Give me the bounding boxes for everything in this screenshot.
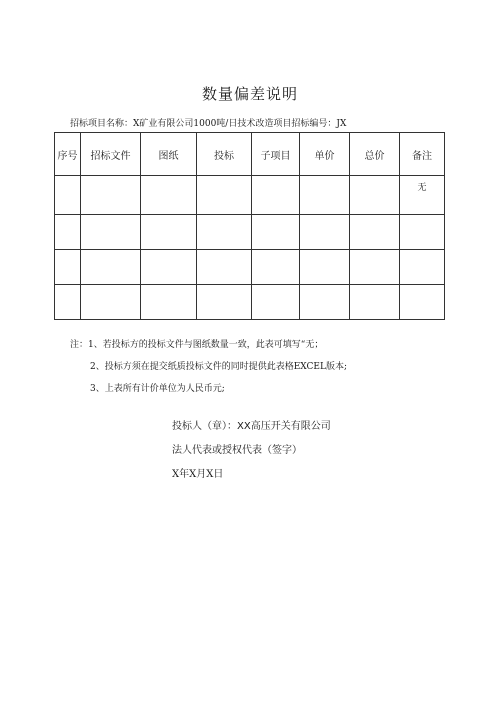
table-cell — [141, 215, 197, 250]
header-unit-price: 单价 — [300, 133, 350, 176]
table-cell — [400, 285, 445, 320]
table-cell — [300, 176, 350, 215]
date-line: X年X月X日 — [172, 469, 224, 480]
table-header-row — [55, 133, 445, 176]
table-row — [55, 215, 445, 250]
notes-section — [70, 334, 347, 400]
header-tender-doc: 招标文件 — [81, 133, 141, 176]
table-row — [55, 176, 445, 215]
bidder-label: 投标人（章）： — [172, 421, 237, 432]
bidder-line — [172, 415, 331, 439]
table-cell — [197, 285, 252, 320]
table-cell — [350, 285, 400, 320]
remark-cell: 无 — [400, 176, 445, 215]
table-cell — [55, 285, 81, 320]
table-cell — [81, 285, 141, 320]
table-cell — [197, 215, 252, 250]
table-cell — [197, 250, 252, 285]
table-cell — [81, 215, 141, 250]
header-total-price: 总价 — [350, 133, 400, 176]
table-cell — [350, 176, 400, 215]
table-cell — [300, 215, 350, 250]
deviation-table — [54, 132, 445, 320]
note-line-3: 3、上表所有计价单位为人民币元; — [90, 384, 225, 394]
table-cell — [252, 215, 300, 250]
header-sub-item: 子项目 — [252, 133, 300, 176]
table-cell — [81, 176, 141, 215]
header-remark: 备注 — [400, 133, 445, 176]
bidder-name: XX高压开关有限公司 — [237, 421, 331, 432]
table-cell — [400, 250, 445, 285]
header-drawing: 图纸 — [141, 133, 197, 176]
table-row — [55, 250, 445, 285]
table-cell — [197, 176, 252, 215]
table-cell — [55, 176, 81, 215]
header-index: 序号 — [55, 133, 81, 176]
table-cell — [141, 285, 197, 320]
document-title: 数量偏差说明 — [201, 85, 298, 103]
table-cell — [252, 176, 300, 215]
table-cell — [350, 215, 400, 250]
project-info-line: 招标项目名称：X矿业有限公司1000吨/日技术改造项目招标编号：JX — [70, 119, 347, 129]
table-cell — [300, 250, 350, 285]
note-line-2: 2、投标方须在提交纸质投标文件的同时提供此表格EXCEL版本; — [90, 362, 348, 372]
table-cell — [81, 250, 141, 285]
header-bid: 投标 — [197, 133, 252, 176]
table-cell — [55, 250, 81, 285]
table-cell — [350, 250, 400, 285]
table-row — [55, 285, 445, 320]
table-cell — [252, 250, 300, 285]
table-cell — [252, 285, 300, 320]
table-cell — [400, 215, 445, 250]
table-cell — [300, 285, 350, 320]
table-cell — [141, 250, 197, 285]
signature-block — [172, 415, 331, 487]
representative-line: 法人代表或授权代表（签字） — [172, 445, 302, 456]
table-cell — [55, 215, 81, 250]
table-cell — [141, 176, 197, 215]
note-line-1: 注：1、若投标方的投标文件与图纸数量一致，此表可填写“无； — [70, 340, 324, 350]
